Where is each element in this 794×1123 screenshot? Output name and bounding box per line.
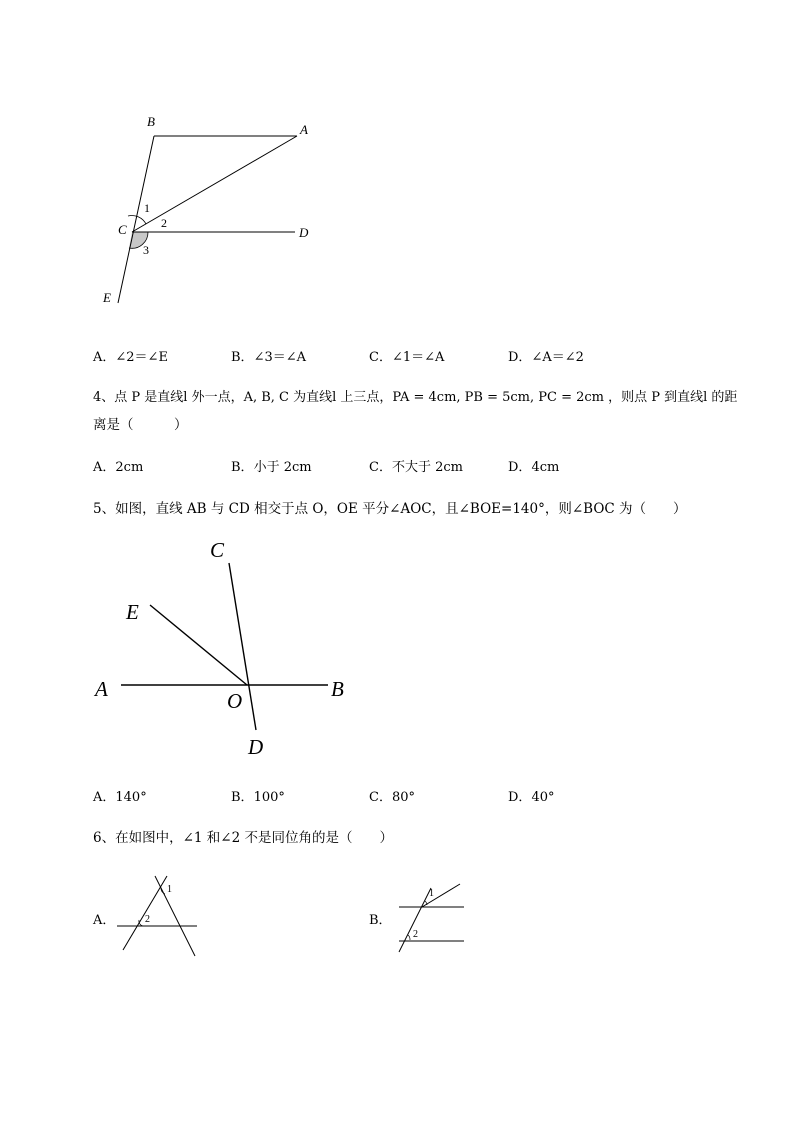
option-key: A． [93,790,116,805]
point-label-E: E [126,600,139,624]
option-key: B． [231,460,254,475]
q6-figure-b-svg [394,878,474,954]
option-text: 2cm [115,460,144,475]
option-key: A． [93,350,116,365]
q4-stem-line1: 4、点 P 是直线l 外一点，A, B, C 为直线l 上三点，PA = 4cm, PB = 5cm, PC = 2cm ，则点 P 到直线l 的距 [93,390,738,405]
point-label-O: O [227,689,243,713]
q6-figure-a-svg [115,874,205,962]
option-text: 40° [531,790,555,805]
angle-label-1: 1 [167,884,172,895]
angle-2-arc [408,935,410,940]
q5-stem: 5、如图，直线 AB 与 CD 相交于点 O，OE 平分∠AOC，且∠BOE=140°，则∠BOC 为（ ） [93,501,687,517]
option-text: 140° [115,790,147,805]
angle-label-2: 2 [413,929,418,940]
option-text: 4cm [531,460,560,475]
option-key: B． [231,350,254,365]
q4-stem-line2: 离是（ ） [93,417,188,433]
point-label-D: D [248,735,264,759]
option-key: D． [508,460,532,475]
option-text: ∠A＝∠2 [531,350,584,365]
q5-option-d[interactable] [508,786,554,805]
option-text: 不大于 2cm [391,460,463,475]
figure-1-svg [90,105,330,315]
option-key: C． [369,790,392,805]
angle-label-3: 3 [143,243,149,257]
option-text: 80° [391,790,415,805]
q6-stem: 6、在如图中，∠1 和∠2 不是同位角的是（ ） [93,830,393,846]
q5-option-c[interactable] [369,786,415,805]
angle-label-1: 1 [144,201,150,215]
q5-option-a[interactable] [93,786,147,805]
option-text: ∠2＝∠E [115,350,168,365]
q4-option-b[interactable] [231,456,312,475]
q6-figure-a[interactable] [115,874,205,962]
point-label-A: A [95,677,108,701]
point-label-B: B [331,677,344,701]
segment-CA [132,136,297,232]
q4-option-a[interactable] [93,456,143,475]
option-text: 小于 2cm [253,460,312,475]
option-key: C． [369,460,392,475]
option-key: D． [508,350,532,365]
q6-option-b-key[interactable]: B． [369,913,392,928]
option-key: D． [508,790,532,805]
ray-OE [150,605,247,685]
angle-label-2: 2 [161,216,167,230]
line-BE [118,136,154,303]
angle-2-arc [139,920,143,926]
q4-option-d[interactable] [508,456,559,475]
option-text: 100° [253,790,285,805]
point-label-C: C [118,222,127,237]
point-label-D: D [299,225,309,240]
point-label-B: B [147,114,155,129]
q6-option-a-key[interactable]: A． [93,913,116,928]
q5-option-b[interactable] [231,786,285,805]
q3-option-a[interactable] [93,346,168,365]
q3-option-b[interactable] [231,346,306,365]
option-text: ∠1＝∠A [391,350,445,365]
q3-option-d[interactable] [508,346,584,365]
figure-2 [90,535,370,770]
angle-label-1: 1 [429,888,434,899]
q6-figure-b[interactable] [394,878,474,954]
point-label-C: C [210,538,225,562]
q4-option-c[interactable] [369,456,463,475]
point-label-E: E [103,290,111,305]
option-key: B． [231,790,254,805]
transversal [399,888,431,952]
figure-2-svg [90,535,370,770]
angle-label-2: 2 [145,914,150,925]
option-key: A． [93,460,116,475]
option-key: C． [369,350,392,365]
figure-1 [90,105,330,315]
q3-option-c[interactable] [369,346,444,365]
option-text: ∠3＝∠A [253,350,307,365]
point-label-A: A [300,122,308,137]
